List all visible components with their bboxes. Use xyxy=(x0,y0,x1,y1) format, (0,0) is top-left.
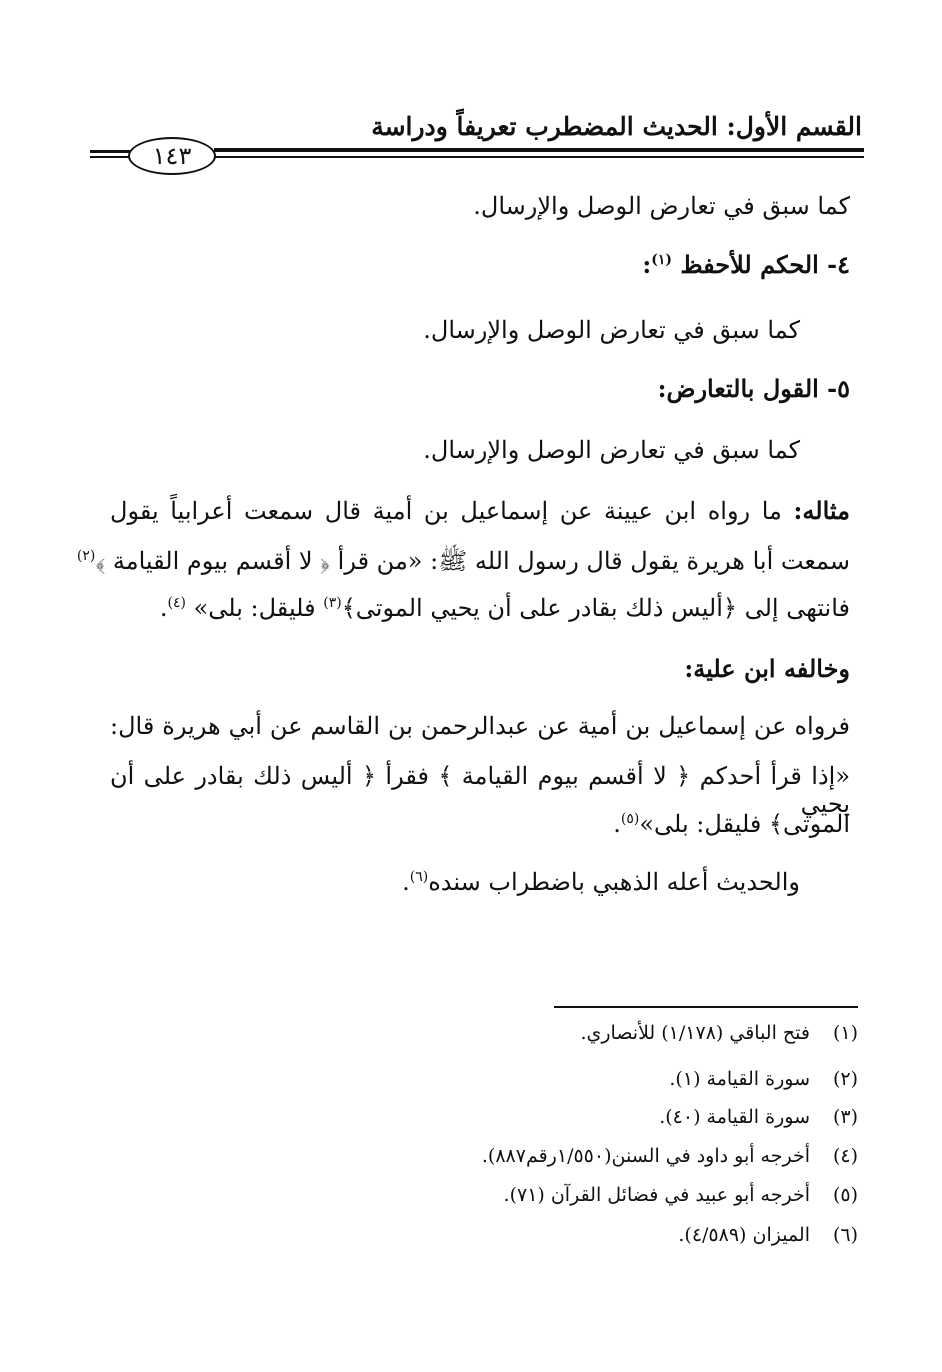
example-line-3 xyxy=(160,594,850,622)
paragraph2-text-3: الموتى﴾ فليقل: بلى» xyxy=(639,810,850,838)
example-label: مثاله: xyxy=(793,496,850,525)
text-line-1: كما سبق في تعارض الوصل والإرسال. xyxy=(473,192,850,220)
footnote-6 xyxy=(678,1224,858,1246)
heading-4-line xyxy=(642,250,850,279)
text-line-2: كما سبق في تعارض الوصل والإرسال. xyxy=(423,316,800,344)
heading-4: ٤- الحكم للأحفظ xyxy=(680,250,850,279)
example-line-2 xyxy=(77,546,850,581)
footnote-text: أخرجه أبو داود في السنن(١/٥٥٠رقم٨٨٧). xyxy=(481,1145,810,1167)
footnote-text: فتح الباقي (١/١٧٨) للأنصاري. xyxy=(580,1022,810,1044)
footnote-ref-3: (٣) xyxy=(323,595,342,611)
footnote-number: (٣) xyxy=(832,1106,858,1128)
text-line-3: كما سبق في تعارض الوصل والإرسال. xyxy=(423,436,800,464)
footnote-text: أخرجه أبو عبيد في فضائل القرآن (٧١). xyxy=(503,1184,810,1206)
example-text-3b: فليقل: بلى» xyxy=(193,594,324,622)
paragraph2-line-3 xyxy=(613,810,850,838)
heading-ibn-ulayya: وخالفه ابن علية: xyxy=(684,654,850,683)
footnote-2 xyxy=(669,1068,858,1090)
footnote-separator xyxy=(554,1006,858,1008)
paragraph2-text-3-end: . xyxy=(613,810,621,838)
footnote-text: الميزان (٤/٥٨٩). xyxy=(678,1224,810,1246)
heading-5: ٥- القول بالتعارض: xyxy=(657,374,850,403)
footnote-ref-2: (٢) xyxy=(76,548,96,564)
footnote-number: (٢) xyxy=(832,1068,858,1090)
example-text-3-end: . xyxy=(159,594,168,622)
closing-text: والحديث أعله الذهبي باضطراب سنده xyxy=(428,868,800,896)
paragraph2-line-2: «إذا قرأ أحدكم ﴿ لا أقسم بيوم القيامة ﴾ فقرأ ﴿ أليس ذلك بقادر على أن يحيي xyxy=(110,762,850,818)
footnote-ref-1: (١) xyxy=(651,252,672,268)
footnote-number: (٦) xyxy=(832,1224,858,1246)
header-rule-left-thin xyxy=(90,156,130,158)
footnote-number: (٤) xyxy=(832,1145,858,1167)
closing-end: . xyxy=(402,868,410,896)
running-header-title: القسم الأول: الحديث المضطرب تعريفاً ودراسة xyxy=(371,112,862,141)
example-text-3a: فانتهى إلى ﴿أليس ذلك بقادر على أن يحيي الموتى﴾ xyxy=(341,594,850,622)
footnote-4 xyxy=(482,1145,858,1167)
footnote-5 xyxy=(504,1184,858,1206)
footnote-number: (١) xyxy=(832,1022,858,1044)
footnote-ref-5: (٥) xyxy=(620,811,640,827)
footnote-ref-6: (٦) xyxy=(409,869,429,885)
header-rule-thin xyxy=(214,156,864,158)
footnote-3 xyxy=(659,1106,858,1128)
footnote-ref-4: (٤) xyxy=(167,595,186,611)
closing-line xyxy=(402,868,800,896)
example-text-2: سمعت أبا هريرة يقول قال رسول الله ﷺ: «من قرأ ﴿ لا أقسم بيوم القيامة ﴾ xyxy=(95,547,850,575)
example-line-1 xyxy=(110,496,850,525)
footnote-number: (٥) xyxy=(832,1184,858,1206)
page-number-oval: ١٤٣ xyxy=(128,137,216,175)
footnote-1 xyxy=(580,1022,858,1044)
header-rule-left-thick xyxy=(90,150,130,153)
heading-4-colon: : xyxy=(642,250,652,279)
paragraph2-line-1: فرواه عن إسماعيل بن أمية عن عبدالرحمن بن القاسم عن أبي هريرة قال: xyxy=(110,712,850,740)
header-rule-thick xyxy=(214,148,864,152)
example-text-1: ما رواه ابن عيينة عن إسماعيل بن أمية قال سمعت أعرابياً يقول xyxy=(110,497,782,525)
footnote-text: سورة القيامة (١). xyxy=(669,1068,810,1090)
footnote-text: سورة القيامة (٤٠). xyxy=(659,1106,810,1128)
